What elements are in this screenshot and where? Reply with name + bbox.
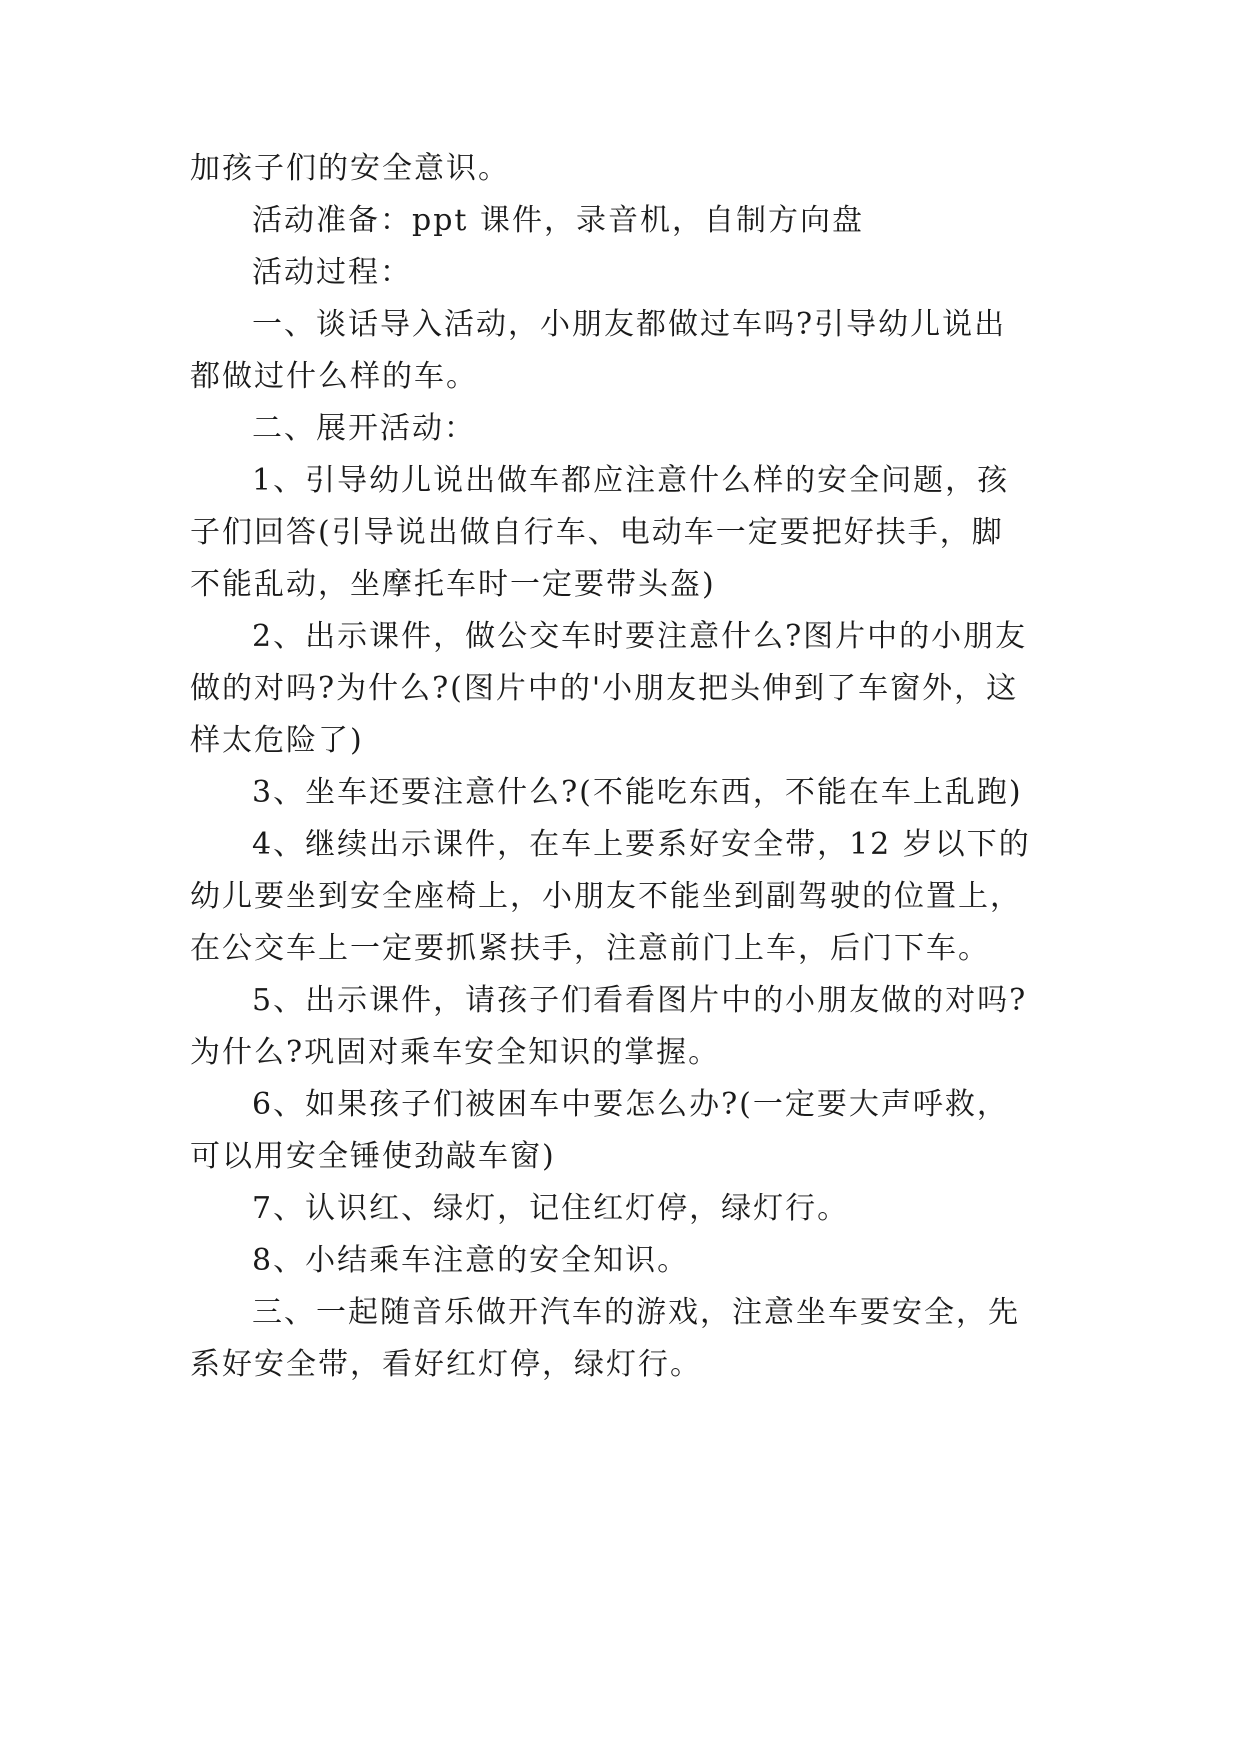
text-line: 6、如果孩子们被困车中要怎么办?(一定要大声呼救， xyxy=(252,1087,1009,1122)
text-line: 2、出示课件，做公交车时要注意什么?图片中的小朋友 xyxy=(252,619,1028,654)
text-line: 8、小结乘车注意的安全知识。 xyxy=(252,1243,690,1278)
text-line: 活动过程： xyxy=(252,255,412,290)
text-line: 可以用安全锤使劲敲车窗) xyxy=(190,1139,556,1174)
text-line: 不能乱动，坐摩托车时一定要带头盔) xyxy=(190,567,716,602)
text-line: 系好安全带，看好红灯停，绿灯行。 xyxy=(190,1347,702,1382)
text-line: 幼儿要坐到安全座椅上，小朋友不能坐到副驾驶的位置上， xyxy=(190,879,1022,914)
text-line: 1、引导幼儿说出做车都应注意什么样的安全问题，孩 xyxy=(252,463,1010,498)
text-line: 活动准备：ppt 课件，录音机，自制方向盘 xyxy=(252,203,864,238)
text-line: 一、谈话导入活动，小朋友都做过车吗?引导幼儿说出 xyxy=(252,307,1007,342)
text-line: 7、认识红、绿灯，记住红灯停，绿灯行。 xyxy=(252,1191,850,1226)
text-line: 样太危险了) xyxy=(190,723,364,758)
text-line: 3、坐车还要注意什么?(不能吃东西，不能在车上乱跑) xyxy=(252,775,1023,810)
text-line: 为什么?巩固对乘车安全知识的掌握。 xyxy=(190,1035,721,1070)
text-line: 加孩子们的安全意识。 xyxy=(190,151,510,186)
text-line: 在公交车上一定要抓紧扶手，注意前门上车，后门下车。 xyxy=(190,931,990,966)
text-line: 做的对吗?为什么?(图片中的'小朋友把头伸到了车窗外，这 xyxy=(190,671,1019,706)
text-line: 4、继续出示课件，在车上要系好安全带，12 岁以下的 xyxy=(252,827,1031,862)
text-line: 5、出示课件，请孩子们看看图片中的小朋友做的对吗? xyxy=(252,983,1028,1018)
text-line: 三、一起随音乐做开汽车的游戏，注意坐车要安全，先 xyxy=(252,1295,1020,1330)
text-line: 子们回答(引导说出做自行车、电动车一定要把好扶手，脚 xyxy=(190,515,1004,550)
text-line: 都做过什么样的车。 xyxy=(190,359,478,394)
text-line: 二、展开活动： xyxy=(252,411,476,446)
